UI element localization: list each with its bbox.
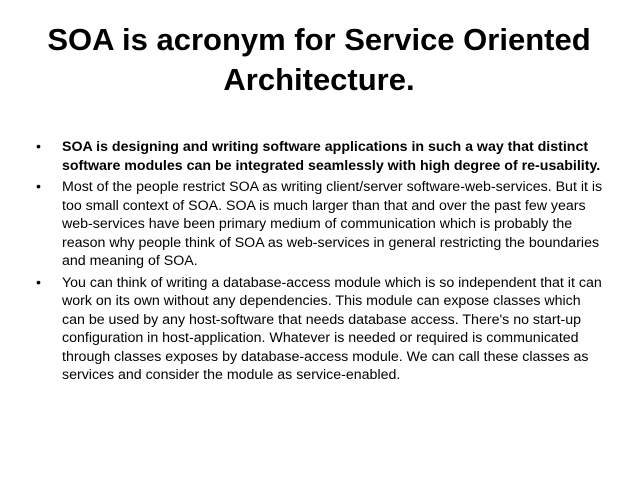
bullet-text: Most of the people restrict SOA as writing client/server software-web-services. But it is too small context of SOA. SOA is much larger than that and over the past few years web-services have been primary medium of communication which is probably the reason why people think of SOA as web-services in general restricting the boundaries and meaning of SOA. (62, 179, 603, 269)
bullet-item (32, 138, 607, 175)
bullet-text: SOA is designing and writing software applications in such a way that distinct software modules can be integrated seamlessly with high degree of re-usability. (62, 139, 601, 174)
slide-title: SOA is acronym for Service Oriented Architecture. (47, 22, 591, 97)
bullet-item (32, 178, 607, 271)
bullet-dot-icon: • (36, 274, 41, 291)
bullet-dot-icon: • (36, 179, 41, 195)
bullet-item (32, 274, 607, 385)
bullet-list (32, 138, 607, 388)
bullet-text: You can think of writing a database-access module which is so independent that it can work on its own without any dependencies. This module can expose classes which can be used by any host-software that needs database access. There's no start-up configuration in host-application. Whatever is needed or required is communicated through classes exposes by database-access module. We can call these classes as services and consider the module as service-enabled. (62, 274, 602, 383)
bullet-dot-icon: • (36, 139, 41, 155)
